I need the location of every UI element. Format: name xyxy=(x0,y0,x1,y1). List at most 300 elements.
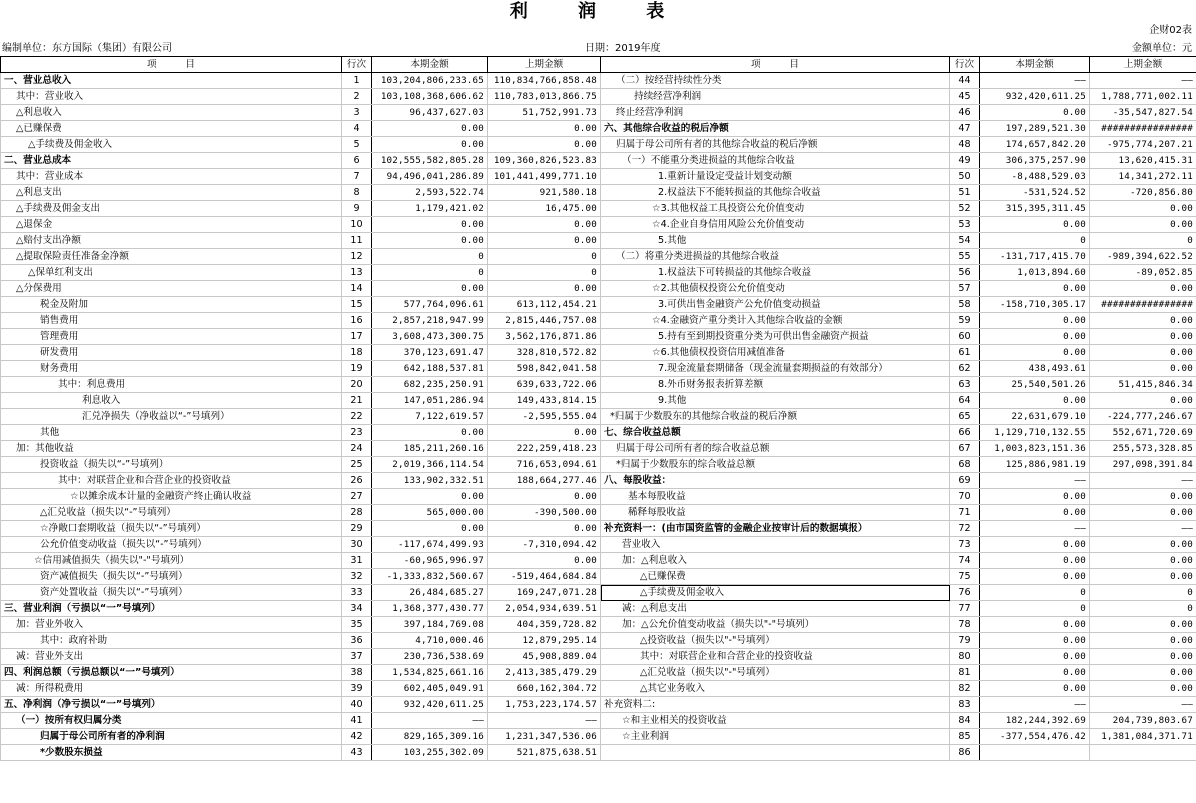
header-current-right[interactable]: 本期金额 xyxy=(980,57,1090,73)
left-current-amount[interactable]: 682,235,250.91 xyxy=(372,377,488,393)
right-item-name[interactable]: *归属于少数股东的其他综合收益的税后净额 xyxy=(601,409,950,425)
right-line-no[interactable]: 74 xyxy=(950,553,980,569)
left-item-name[interactable]: △利息支出 xyxy=(1,185,342,201)
left-line-no[interactable]: 12 xyxy=(342,249,372,265)
left-item-name[interactable]: 四、利润总额（亏损总额以“一”号填列） xyxy=(1,665,342,681)
right-line-no[interactable]: 86 xyxy=(950,745,980,761)
right-previous-amount[interactable]: -89,052.85 xyxy=(1090,265,1196,281)
right-previous-amount[interactable]: 0.00 xyxy=(1090,201,1196,217)
right-current-amount[interactable]: 438,493.61 xyxy=(980,361,1090,377)
right-line-no[interactable]: 72 xyxy=(950,521,980,537)
left-current-amount[interactable]: 103,108,368,606.62 xyxy=(372,89,488,105)
left-previous-amount[interactable]: 0.00 xyxy=(488,217,601,233)
right-line-no[interactable]: 79 xyxy=(950,633,980,649)
left-previous-amount[interactable]: 0.00 xyxy=(488,425,601,441)
left-previous-amount[interactable]: 3,562,176,871.86 xyxy=(488,329,601,345)
right-current-amount[interactable]: 932,420,611.25 xyxy=(980,89,1090,105)
left-previous-amount[interactable]: 16,475.00 xyxy=(488,201,601,217)
left-item-name[interactable]: △手续费及佣金收入 xyxy=(1,137,342,153)
right-line-no[interactable]: 63 xyxy=(950,377,980,393)
right-previous-amount[interactable]: 0.00 xyxy=(1090,649,1196,665)
left-item-name[interactable]: △已赚保费 xyxy=(1,121,342,137)
right-item-name[interactable]: ☆和主业相关的投资收益 xyxy=(601,713,950,729)
right-item-name[interactable]: 8.外币财务报表折算差额 xyxy=(601,377,950,393)
right-current-amount[interactable]: 197,289,521.30 xyxy=(980,121,1090,137)
right-current-amount[interactable]: 0 xyxy=(980,601,1090,617)
right-item-name[interactable]: *归属于少数股东的综合收益总额 xyxy=(601,457,950,473)
right-item-name[interactable]: 补充资料一：(由市国资监管的金融企业按审计后的数据填报） xyxy=(601,521,950,537)
left-item-name[interactable]: 减：营业外支出 xyxy=(1,649,342,665)
right-item-name[interactable]: 其中：对联营企业和合营企业的投资收益 xyxy=(601,649,950,665)
header-line-right[interactable]: 行次 xyxy=(950,57,980,73)
left-current-amount[interactable]: —— xyxy=(372,713,488,729)
header-item-left[interactable]: 项 目 xyxy=(1,57,342,73)
right-previous-amount[interactable]: 0.00 xyxy=(1090,217,1196,233)
right-item-name[interactable]: 营业收入 xyxy=(601,537,950,553)
right-item-name[interactable]: △投资收益（损失以"-"号填列） xyxy=(601,633,950,649)
right-previous-amount[interactable]: 0.00 xyxy=(1090,313,1196,329)
right-item-name[interactable]: 2.权益法下不能转损益的其他综合收益 xyxy=(601,185,950,201)
left-line-no[interactable]: 21 xyxy=(342,393,372,409)
right-current-amount[interactable]: 0.00 xyxy=(980,537,1090,553)
left-item-name[interactable]: 其中：政府补助 xyxy=(1,633,342,649)
left-current-amount[interactable]: 26,484,685.27 xyxy=(372,585,488,601)
left-previous-amount[interactable]: 639,633,722.06 xyxy=(488,377,601,393)
right-line-no[interactable]: 48 xyxy=(950,137,980,153)
left-item-name[interactable]: 三、营业利润（亏损以“一”号填列） xyxy=(1,601,342,617)
left-line-no[interactable]: 38 xyxy=(342,665,372,681)
left-item-name[interactable]: 资产处置收益（损失以“-”号填列） xyxy=(1,585,342,601)
right-previous-amount[interactable]: 0.00 xyxy=(1090,489,1196,505)
left-current-amount[interactable]: 102,555,582,805.28 xyxy=(372,153,488,169)
left-current-amount[interactable]: 103,204,806,233.65 xyxy=(372,73,488,89)
right-item-name[interactable]: （二）按经营持续性分类 xyxy=(601,73,950,89)
right-current-amount[interactable]: 0.00 xyxy=(980,489,1090,505)
left-current-amount[interactable]: 0.00 xyxy=(372,137,488,153)
left-current-amount[interactable]: 0.00 xyxy=(372,121,488,137)
right-previous-amount[interactable]: -989,394,622.52 xyxy=(1090,249,1196,265)
right-item-name[interactable]: ☆主业利润 xyxy=(601,729,950,745)
left-current-amount[interactable]: 1,368,377,430.77 xyxy=(372,601,488,617)
right-line-no[interactable]: 75 xyxy=(950,569,980,585)
right-line-no[interactable]: 52 xyxy=(950,201,980,217)
right-previous-amount[interactable]: 0.00 xyxy=(1090,569,1196,585)
left-current-amount[interactable]: 3,608,473,300.75 xyxy=(372,329,488,345)
right-previous-amount[interactable]: 0 xyxy=(1090,601,1196,617)
right-current-amount[interactable]: 0.00 xyxy=(980,393,1090,409)
right-line-no[interactable]: 73 xyxy=(950,537,980,553)
left-previous-amount[interactable]: 921,580.18 xyxy=(488,185,601,201)
left-line-no[interactable]: 22 xyxy=(342,409,372,425)
right-current-amount[interactable]: 0.00 xyxy=(980,105,1090,121)
right-line-no[interactable]: 55 xyxy=(950,249,980,265)
right-current-amount[interactable]: 25,540,501.26 xyxy=(980,377,1090,393)
left-item-name[interactable]: ☆以摊余成本计量的金融资产终止确认收益 xyxy=(1,489,342,505)
right-previous-amount[interactable]: 0.00 xyxy=(1090,633,1196,649)
left-previous-amount[interactable]: 45,908,889.04 xyxy=(488,649,601,665)
right-item-name[interactable]: 9.其他 xyxy=(601,393,950,409)
right-item-name[interactable]: 七、综合收益总额 xyxy=(601,425,950,441)
right-previous-amount[interactable]: 1,381,084,371.71 xyxy=(1090,729,1196,745)
left-line-no[interactable]: 2 xyxy=(342,89,372,105)
right-current-amount[interactable]: 0.00 xyxy=(980,329,1090,345)
right-previous-amount[interactable]: 0 xyxy=(1090,233,1196,249)
left-previous-amount[interactable]: 110,834,766,858.48 xyxy=(488,73,601,89)
right-item-name[interactable]: ☆3.其他权益工具投资公允价值变动 xyxy=(601,201,950,217)
left-previous-amount[interactable]: 2,815,446,757.08 xyxy=(488,313,601,329)
left-previous-amount[interactable]: 149,433,814.15 xyxy=(488,393,601,409)
left-current-amount[interactable]: 370,123,691.47 xyxy=(372,345,488,361)
left-item-name[interactable]: 加：营业外收入 xyxy=(1,617,342,633)
left-item-name[interactable]: △汇兑收益（损失以“-”号填列） xyxy=(1,505,342,521)
right-current-amount[interactable]: 0.00 xyxy=(980,217,1090,233)
left-line-no[interactable]: 6 xyxy=(342,153,372,169)
left-line-no[interactable]: 9 xyxy=(342,201,372,217)
right-item-name[interactable]: 归属于母公司所有者的其他综合收益的税后净额 xyxy=(601,137,950,153)
right-line-no[interactable]: 61 xyxy=(950,345,980,361)
right-previous-amount[interactable]: 255,573,328.85 xyxy=(1090,441,1196,457)
right-current-amount[interactable]: -131,717,415.70 xyxy=(980,249,1090,265)
left-item-name[interactable]: 归属于母公司所有者的净利润 xyxy=(1,729,342,745)
left-line-no[interactable]: 36 xyxy=(342,633,372,649)
right-current-amount[interactable]: 1,013,894.60 xyxy=(980,265,1090,281)
right-previous-amount[interactable]: 13,620,415.31 xyxy=(1090,153,1196,169)
right-item-name[interactable]: 八、每股收益： xyxy=(601,473,950,489)
right-item-name[interactable]: 稀释每股收益 xyxy=(601,505,950,521)
left-line-no[interactable]: 40 xyxy=(342,697,372,713)
left-previous-amount[interactable]: 12,879,295.14 xyxy=(488,633,601,649)
left-line-no[interactable]: 31 xyxy=(342,553,372,569)
right-previous-amount[interactable]: —— xyxy=(1090,697,1196,713)
right-line-no[interactable]: 66 xyxy=(950,425,980,441)
right-line-no[interactable]: 68 xyxy=(950,457,980,473)
left-previous-amount[interactable]: 101,441,499,771.10 xyxy=(488,169,601,185)
left-current-amount[interactable]: 565,000.00 xyxy=(372,505,488,521)
left-line-no[interactable]: 4 xyxy=(342,121,372,137)
left-current-amount[interactable]: 642,188,537.81 xyxy=(372,361,488,377)
left-current-amount[interactable]: 103,255,302.09 xyxy=(372,745,488,761)
right-previous-amount[interactable]: 0.00 xyxy=(1090,505,1196,521)
right-current-amount[interactable]: -377,554,476.42 xyxy=(980,729,1090,745)
right-line-no[interactable]: 81 xyxy=(950,665,980,681)
right-line-no[interactable]: 62 xyxy=(950,361,980,377)
right-current-amount[interactable]: -158,710,305.17 xyxy=(980,297,1090,313)
left-current-amount[interactable]: 602,405,049.91 xyxy=(372,681,488,697)
left-item-name[interactable]: △手续费及佣金支出 xyxy=(1,201,342,217)
left-line-no[interactable]: 18 xyxy=(342,345,372,361)
left-previous-amount[interactable]: 109,360,826,523.83 xyxy=(488,153,601,169)
left-line-no[interactable]: 14 xyxy=(342,281,372,297)
right-line-no[interactable]: 71 xyxy=(950,505,980,521)
right-item-name[interactable]: △手续费及佣金收入 xyxy=(601,585,950,601)
right-previous-amount[interactable]: ################ xyxy=(1090,297,1196,313)
right-previous-amount[interactable]: -35,547,827.54 xyxy=(1090,105,1196,121)
left-current-amount[interactable]: 133,902,332.51 xyxy=(372,473,488,489)
left-item-name[interactable]: ☆信用减值损失（损失以"-"号填列） xyxy=(1,553,342,569)
left-previous-amount[interactable]: 521,875,638.51 xyxy=(488,745,601,761)
right-item-name[interactable]: △汇兑收益（损失以"-"号填列） xyxy=(601,665,950,681)
left-current-amount[interactable]: 0 xyxy=(372,265,488,281)
right-current-amount[interactable]: 306,375,257.90 xyxy=(980,153,1090,169)
left-current-amount[interactable]: 2,857,218,947.99 xyxy=(372,313,488,329)
right-line-no[interactable]: 50 xyxy=(950,169,980,185)
left-previous-amount[interactable]: —— xyxy=(488,713,601,729)
header-previous-right[interactable]: 上期金额 xyxy=(1090,57,1196,73)
left-current-amount[interactable]: 397,184,769.08 xyxy=(372,617,488,633)
left-line-no[interactable]: 33 xyxy=(342,585,372,601)
right-item-name[interactable]: ☆4.企业自身信用风险公允价值变动 xyxy=(601,217,950,233)
right-line-no[interactable]: 57 xyxy=(950,281,980,297)
right-current-amount[interactable]: 174,657,842.20 xyxy=(980,137,1090,153)
right-current-amount[interactable]: -531,524.52 xyxy=(980,185,1090,201)
header-item-right[interactable]: 项 目 xyxy=(601,57,950,73)
left-line-no[interactable]: 16 xyxy=(342,313,372,329)
left-current-amount[interactable]: 0.00 xyxy=(372,489,488,505)
right-item-name[interactable]: △已赚保费 xyxy=(601,569,950,585)
left-item-name[interactable]: 五、净利润（净亏损以“一”号填列） xyxy=(1,697,342,713)
left-line-no[interactable]: 19 xyxy=(342,361,372,377)
right-current-amount[interactable] xyxy=(980,745,1090,761)
right-line-no[interactable]: 82 xyxy=(950,681,980,697)
right-current-amount[interactable]: 0.00 xyxy=(980,569,1090,585)
right-previous-amount[interactable]: -720,856.80 xyxy=(1090,185,1196,201)
left-previous-amount[interactable]: 328,810,572.82 xyxy=(488,345,601,361)
left-previous-amount[interactable]: 0.00 xyxy=(488,281,601,297)
right-line-no[interactable]: 64 xyxy=(950,393,980,409)
left-current-amount[interactable]: 0 xyxy=(372,249,488,265)
left-current-amount[interactable]: 230,736,538.69 xyxy=(372,649,488,665)
left-previous-amount[interactable]: 188,664,277.46 xyxy=(488,473,601,489)
right-current-amount[interactable]: 182,244,392.69 xyxy=(980,713,1090,729)
right-current-amount[interactable]: —— xyxy=(980,521,1090,537)
right-previous-amount[interactable]: 0.00 xyxy=(1090,345,1196,361)
right-line-no[interactable]: 49 xyxy=(950,153,980,169)
right-previous-amount[interactable]: 0.00 xyxy=(1090,393,1196,409)
right-current-amount[interactable]: 0 xyxy=(980,585,1090,601)
header-current-left[interactable]: 本期金额 xyxy=(372,57,488,73)
right-previous-amount[interactable]: 0.00 xyxy=(1090,537,1196,553)
left-current-amount[interactable]: 0.00 xyxy=(372,425,488,441)
left-item-name[interactable]: 其中：营业成本 xyxy=(1,169,342,185)
left-line-no[interactable]: 10 xyxy=(342,217,372,233)
left-previous-amount[interactable]: -390,500.00 xyxy=(488,505,601,521)
right-current-amount[interactable]: 0.00 xyxy=(980,505,1090,521)
right-current-amount[interactable]: 22,631,679.10 xyxy=(980,409,1090,425)
left-previous-amount[interactable]: 2,413,385,479.29 xyxy=(488,665,601,681)
left-current-amount[interactable]: 96,437,627.03 xyxy=(372,105,488,121)
left-line-no[interactable]: 7 xyxy=(342,169,372,185)
right-line-no[interactable]: 76 xyxy=(950,585,980,601)
left-previous-amount[interactable]: 222,259,418.23 xyxy=(488,441,601,457)
right-previous-amount[interactable] xyxy=(1090,745,1196,761)
header-line-left[interactable]: 行次 xyxy=(342,57,372,73)
right-line-no[interactable]: 47 xyxy=(950,121,980,137)
left-previous-amount[interactable]: 169,247,071.28 xyxy=(488,585,601,601)
left-current-amount[interactable]: 577,764,096.61 xyxy=(372,297,488,313)
left-line-no[interactable]: 29 xyxy=(342,521,372,537)
right-current-amount[interactable]: 0.00 xyxy=(980,313,1090,329)
right-previous-amount[interactable]: —— xyxy=(1090,473,1196,489)
left-current-amount[interactable]: 2,019,366,114.54 xyxy=(372,457,488,473)
left-line-no[interactable]: 15 xyxy=(342,297,372,313)
right-previous-amount[interactable]: 0.00 xyxy=(1090,681,1196,697)
left-previous-amount[interactable]: 613,112,454.21 xyxy=(488,297,601,313)
left-current-amount[interactable]: 0.00 xyxy=(372,217,488,233)
right-previous-amount[interactable]: —— xyxy=(1090,73,1196,89)
right-current-amount[interactable]: 1,129,710,132.55 xyxy=(980,425,1090,441)
left-previous-amount[interactable]: -7,310,094.42 xyxy=(488,537,601,553)
left-item-name[interactable]: 财务费用 xyxy=(1,361,342,377)
right-item-name[interactable]: △其它业务收入 xyxy=(601,681,950,697)
left-item-name[interactable]: *少数股东损益 xyxy=(1,745,342,761)
right-item-name[interactable] xyxy=(601,745,950,761)
right-previous-amount[interactable]: 0.00 xyxy=(1090,617,1196,633)
right-current-amount[interactable]: 0.00 xyxy=(980,281,1090,297)
left-previous-amount[interactable]: 2,054,934,639.51 xyxy=(488,601,601,617)
right-item-name[interactable]: 1.重新计量设定受益计划变动额 xyxy=(601,169,950,185)
left-item-name[interactable]: △保单红利支出 xyxy=(1,265,342,281)
right-previous-amount[interactable]: 0.00 xyxy=(1090,665,1196,681)
right-previous-amount[interactable]: —— xyxy=(1090,521,1196,537)
left-previous-amount[interactable]: 0.00 xyxy=(488,521,601,537)
right-previous-amount[interactable]: 204,739,803.67 xyxy=(1090,713,1196,729)
left-previous-amount[interactable]: -519,464,684.84 xyxy=(488,569,601,585)
left-item-name[interactable]: 资产减值损失（损失以“-”号填列） xyxy=(1,569,342,585)
right-item-name[interactable]: 终止经营净利润 xyxy=(601,105,950,121)
right-line-no[interactable]: 84 xyxy=(950,713,980,729)
left-previous-amount[interactable]: 0.00 xyxy=(488,489,601,505)
left-item-name[interactable]: 其中：利息费用 xyxy=(1,377,342,393)
left-previous-amount[interactable]: 1,753,223,174.57 xyxy=(488,697,601,713)
right-item-name[interactable]: ☆2.其他债权投资公允价值变动 xyxy=(601,281,950,297)
left-current-amount[interactable]: 0.00 xyxy=(372,233,488,249)
left-line-no[interactable]: 24 xyxy=(342,441,372,457)
left-line-no[interactable]: 32 xyxy=(342,569,372,585)
left-current-amount[interactable]: 932,420,611.25 xyxy=(372,697,488,713)
left-previous-amount[interactable]: 110,783,013,866.75 xyxy=(488,89,601,105)
left-previous-amount[interactable]: 0 xyxy=(488,249,601,265)
left-line-no[interactable]: 42 xyxy=(342,729,372,745)
right-line-no[interactable]: 83 xyxy=(950,697,980,713)
left-item-name[interactable]: 其中：对联营企业和合营企业的投资收益 xyxy=(1,473,342,489)
right-line-no[interactable]: 80 xyxy=(950,649,980,665)
left-line-no[interactable]: 35 xyxy=(342,617,372,633)
left-current-amount[interactable]: 185,211,260.16 xyxy=(372,441,488,457)
left-previous-amount[interactable]: 0.00 xyxy=(488,553,601,569)
right-previous-amount[interactable]: 0.00 xyxy=(1090,329,1196,345)
left-previous-amount[interactable]: 0.00 xyxy=(488,121,601,137)
right-item-name[interactable]: 加：△公允价值变动收益（损失以"-"号填列） xyxy=(601,617,950,633)
right-item-name[interactable]: 归属于母公司所有者的综合收益总额 xyxy=(601,441,950,457)
left-current-amount[interactable]: 2,593,522.74 xyxy=(372,185,488,201)
right-item-name[interactable]: 持续经营净利润 xyxy=(601,89,950,105)
right-current-amount[interactable]: 0 xyxy=(980,233,1090,249)
right-item-name[interactable]: 5.其他 xyxy=(601,233,950,249)
left-line-no[interactable]: 17 xyxy=(342,329,372,345)
right-item-name[interactable]: 六、其他综合收益的税后净额 xyxy=(601,121,950,137)
right-line-no[interactable]: 85 xyxy=(950,729,980,745)
left-current-amount[interactable]: 829,165,309.16 xyxy=(372,729,488,745)
right-current-amount[interactable]: 125,886,981.19 xyxy=(980,457,1090,473)
right-line-no[interactable]: 65 xyxy=(950,409,980,425)
left-current-amount[interactable]: 1,534,825,661.16 xyxy=(372,665,488,681)
right-line-no[interactable]: 69 xyxy=(950,473,980,489)
right-previous-amount[interactable]: 0.00 xyxy=(1090,553,1196,569)
left-line-no[interactable]: 28 xyxy=(342,505,372,521)
right-item-name[interactable]: （二）将重分类进损益的其他综合收益 xyxy=(601,249,950,265)
right-item-name[interactable]: 补充资料二: xyxy=(601,697,950,713)
right-item-name[interactable]: （一）不能重分类进损益的其他综合收益 xyxy=(601,153,950,169)
left-line-no[interactable]: 8 xyxy=(342,185,372,201)
left-line-no[interactable]: 43 xyxy=(342,745,372,761)
left-previous-amount[interactable]: 1,231,347,536.06 xyxy=(488,729,601,745)
right-current-amount[interactable]: 0.00 xyxy=(980,617,1090,633)
right-previous-amount[interactable]: 0 xyxy=(1090,585,1196,601)
left-item-name[interactable]: 加：其他收益 xyxy=(1,441,342,457)
left-current-amount[interactable]: 1,179,421.02 xyxy=(372,201,488,217)
right-previous-amount[interactable]: 1,788,771,002.11 xyxy=(1090,89,1196,105)
right-item-name[interactable]: 减：△利息支出 xyxy=(601,601,950,617)
right-current-amount[interactable]: 0.00 xyxy=(980,649,1090,665)
right-line-no[interactable]: 44 xyxy=(950,73,980,89)
left-previous-amount[interactable]: 660,162,304.72 xyxy=(488,681,601,697)
left-line-no[interactable]: 30 xyxy=(342,537,372,553)
header-previous-left[interactable]: 上期金额 xyxy=(488,57,601,73)
left-item-name[interactable]: △分保费用 xyxy=(1,281,342,297)
right-line-no[interactable]: 46 xyxy=(950,105,980,121)
right-line-no[interactable]: 67 xyxy=(950,441,980,457)
left-line-no[interactable]: 23 xyxy=(342,425,372,441)
left-item-name[interactable]: 研发费用 xyxy=(1,345,342,361)
right-item-name[interactable]: 5.持有至到期投资重分类为可供出售金融资产损益 xyxy=(601,329,950,345)
right-line-no[interactable]: 56 xyxy=(950,265,980,281)
right-item-name[interactable]: ☆4.金融资产重分类计入其他综合收益的金额 xyxy=(601,313,950,329)
left-line-no[interactable]: 3 xyxy=(342,105,372,121)
right-current-amount[interactable]: —— xyxy=(980,73,1090,89)
left-line-no[interactable]: 26 xyxy=(342,473,372,489)
left-previous-amount[interactable]: 0.00 xyxy=(488,137,601,153)
left-item-name[interactable]: 二、营业总成本 xyxy=(1,153,342,169)
left-item-name[interactable]: 利息收入 xyxy=(1,393,342,409)
right-previous-amount[interactable]: 14,341,272.11 xyxy=(1090,169,1196,185)
right-item-name[interactable]: ☆6.其他债权投资信用减值准备 xyxy=(601,345,950,361)
right-current-amount[interactable]: -8,488,529.03 xyxy=(980,169,1090,185)
left-line-no[interactable]: 27 xyxy=(342,489,372,505)
left-current-amount[interactable]: 4,710,000.46 xyxy=(372,633,488,649)
left-item-name[interactable]: 管理费用 xyxy=(1,329,342,345)
left-current-amount[interactable]: 0.00 xyxy=(372,281,488,297)
right-current-amount[interactable]: —— xyxy=(980,697,1090,713)
right-current-amount[interactable]: 0.00 xyxy=(980,665,1090,681)
left-previous-amount[interactable]: 404,359,728.82 xyxy=(488,617,601,633)
right-item-name[interactable]: 7.现金流量套期储备（现金流量套期损益的有效部分） xyxy=(601,361,950,377)
left-previous-amount[interactable]: -2,595,555.04 xyxy=(488,409,601,425)
right-line-no[interactable]: 78 xyxy=(950,617,980,633)
right-line-no[interactable]: 51 xyxy=(950,185,980,201)
left-line-no[interactable]: 34 xyxy=(342,601,372,617)
left-line-no[interactable]: 20 xyxy=(342,377,372,393)
left-previous-amount[interactable]: 0.00 xyxy=(488,233,601,249)
left-item-name[interactable]: △退保金 xyxy=(1,217,342,233)
left-item-name[interactable]: 减：所得税费用 xyxy=(1,681,342,697)
left-line-no[interactable]: 1 xyxy=(342,73,372,89)
left-previous-amount[interactable]: 716,653,094.61 xyxy=(488,457,601,473)
left-item-name[interactable]: 其中：营业收入 xyxy=(1,89,342,105)
left-item-name[interactable]: 销售费用 xyxy=(1,313,342,329)
right-current-amount[interactable]: 0.00 xyxy=(980,681,1090,697)
right-line-no[interactable]: 54 xyxy=(950,233,980,249)
right-line-no[interactable]: 58 xyxy=(950,297,980,313)
